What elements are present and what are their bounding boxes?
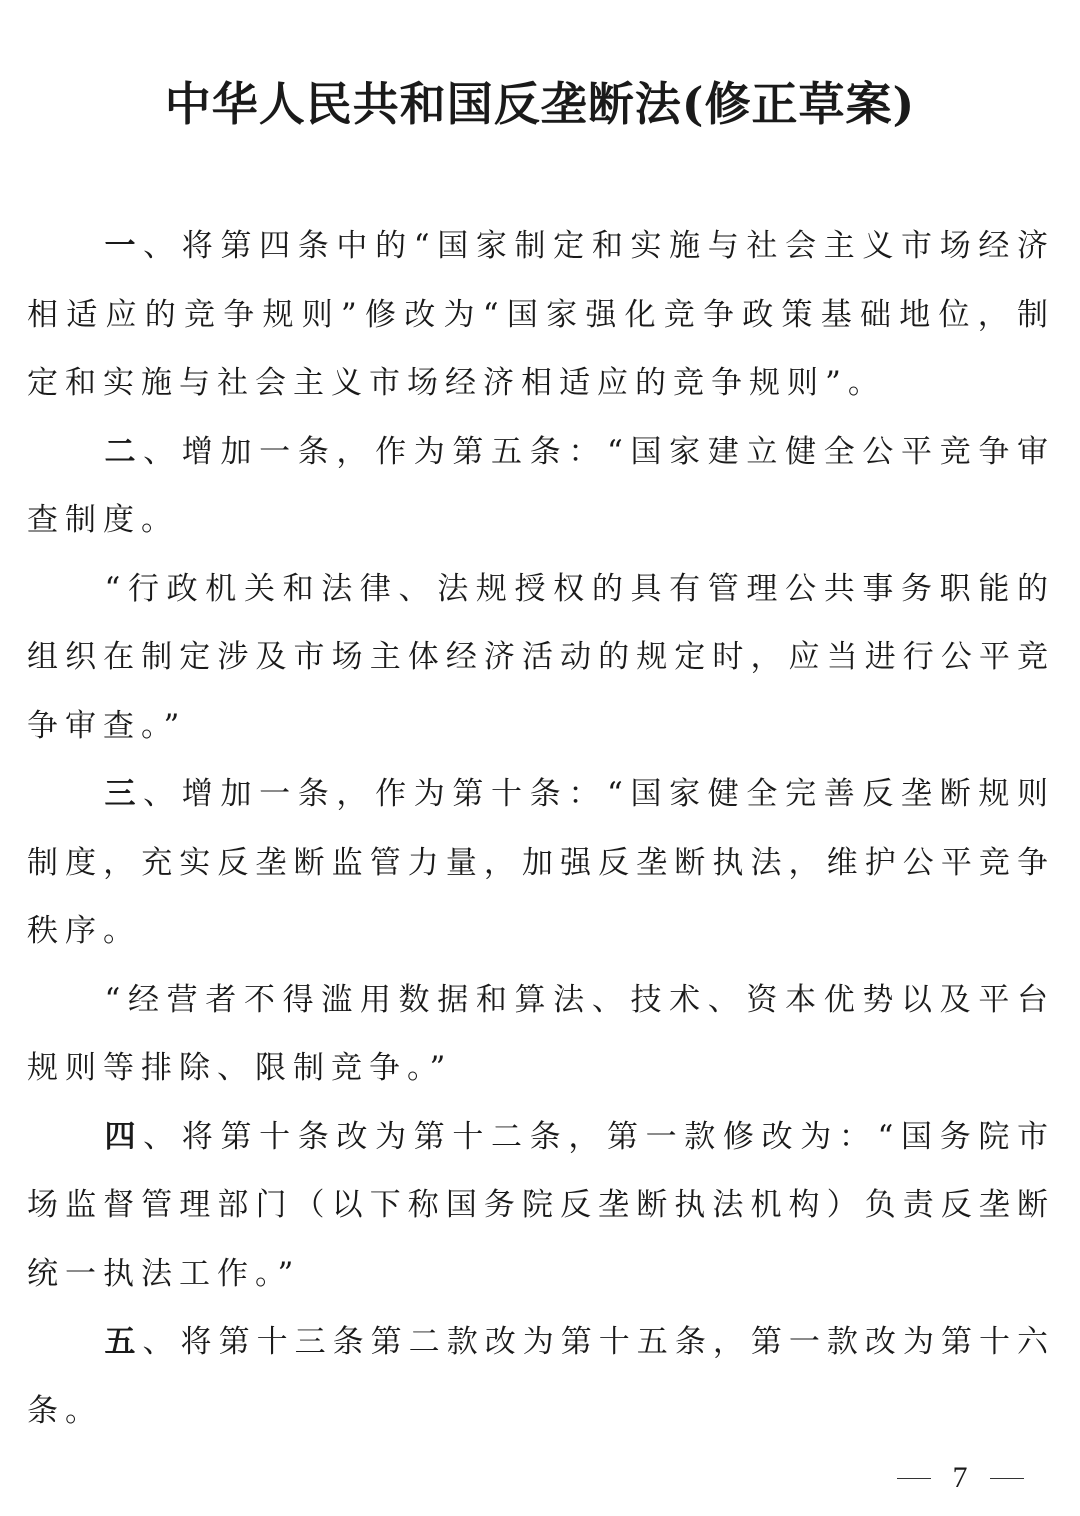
page-number: 7 — [952, 1461, 968, 1494]
paragraph-4 — [27, 760, 1055, 966]
paragraph-5 — [27, 966, 1055, 1103]
paragraph-3-text: “行政机关和法律、法规授权的具有管理公共事务职能的组织在制定涉及市场主体经济活动的规定时，应当进行公平竞争审查。” — [27, 570, 1055, 744]
paragraph-4-text: 、增加一条，作为第十条：“国家健全完善反垄断规则制度，充实反垄断监管力量，加强反垄断执法，维护公平竞争秩序。 — [27, 776, 1055, 949]
page-footer — [890, 1456, 1030, 1500]
footer-dash-right — [990, 1478, 1024, 1479]
paragraph-7-lead: 五 — [104, 1324, 143, 1360]
paragraph-4-lead: 三 — [104, 776, 144, 812]
paragraph-1 — [27, 212, 1055, 418]
paragraph-2-text: 、增加一条，作为第五条：“国家建立健全公平竞争审查制度。 — [27, 433, 1055, 538]
paragraph-5-text: “经营者不得滥用数据和算法、技术、资本优势以及平台规则等排除、限制竞争。” — [27, 981, 1055, 1086]
paragraph-1-lead: 一 — [104, 228, 144, 264]
paragraph-3 — [27, 555, 1055, 761]
footer-dash-left — [897, 1478, 931, 1479]
paragraph-6-text: 、将第十条改为第十二条，第一款修改为：“国务院市场监督管理部门（以下称国务院反垄断执法机构）负责反垄断统一执法工作。” — [27, 1118, 1055, 1292]
paragraph-6 — [27, 1103, 1055, 1309]
paragraph-7-text: 、将第十三条第二款改为第十五条，第一款改为第十六条。 — [27, 1324, 1056, 1429]
paragraph-6-lead: 四 — [104, 1118, 144, 1155]
document-body — [27, 212, 1055, 1445]
paragraph-7 — [27, 1308, 1055, 1445]
paragraph-2 — [27, 418, 1055, 555]
document-title: 中华人民共和国反垄断法(修正草案) — [164, 77, 916, 131]
paragraph-1-text: 、将第四条中的“国家制定和实施与社会主义市场经济相适应的竞争规则”修改为“国家强化竞争政策基础地位，制定和实施与社会主义市场经济相适应的竞争规则”。 — [27, 228, 1055, 401]
paragraph-2-lead: 二 — [104, 433, 144, 470]
